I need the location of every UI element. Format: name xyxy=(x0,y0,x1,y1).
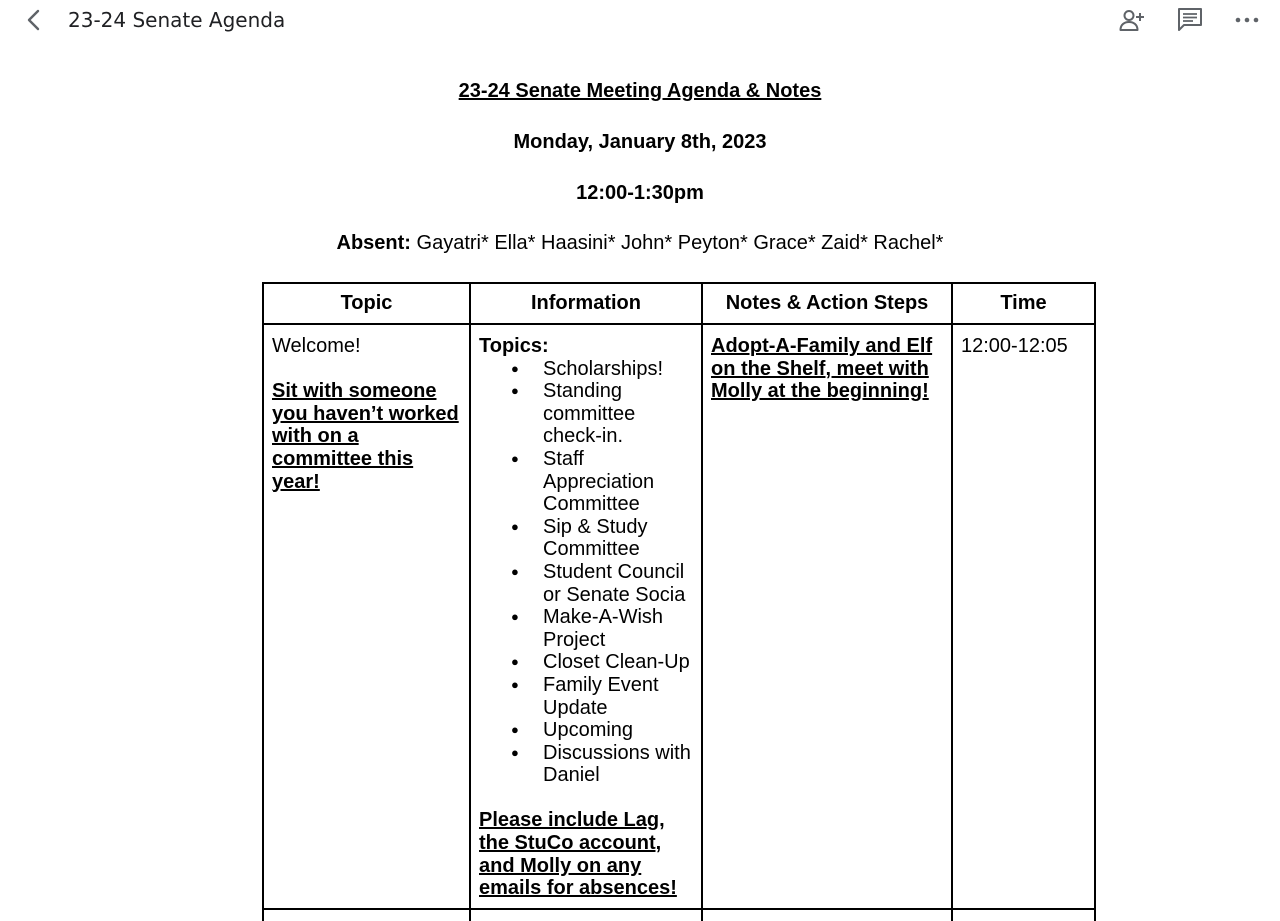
list-item: ● Scholarships! xyxy=(543,358,693,381)
topics-list xyxy=(479,358,693,787)
list-item: ● Upcoming xyxy=(543,719,693,742)
list-item: ● Family Event Update xyxy=(543,674,693,719)
header-time: Time xyxy=(952,283,1095,324)
share-button[interactable] xyxy=(1118,6,1146,34)
document-page xyxy=(0,40,1280,921)
list-item: ● Standing committee check-in. xyxy=(543,380,693,448)
more-options-button[interactable] xyxy=(1233,6,1261,34)
information-cell xyxy=(470,324,702,909)
absent-names: Gayatri* Ella* Haasini* John* Peyton* Grace* Zaid* Rachel* xyxy=(410,232,944,254)
meeting-time: 12:00-1:30pm xyxy=(576,182,704,204)
header-notes: Notes & Action Steps xyxy=(702,283,952,324)
table-row xyxy=(263,909,1095,921)
back-chevron-icon xyxy=(20,6,48,34)
meeting-date: Monday, January 8th, 2023 xyxy=(513,131,767,153)
add-person-icon xyxy=(1118,6,1146,34)
list-item: ● Sip & Study Committee xyxy=(543,516,693,561)
topic-cell xyxy=(263,909,470,921)
topic-text: Welcome! xyxy=(272,335,361,357)
header-information: Information xyxy=(470,283,702,324)
document-heading: 23-24 Senate Meeting Agenda & Notes xyxy=(458,80,822,102)
time-slot: 12:00-12:05 xyxy=(961,335,1068,357)
table-header-row xyxy=(263,283,1095,324)
time-cell xyxy=(952,324,1095,909)
more-horizontal-icon xyxy=(1233,6,1261,34)
table-row xyxy=(263,324,1095,909)
comment-icon xyxy=(1176,6,1204,34)
absence-email-note: Please include Lag, the StuCo account, and Molly on any emails for absences! xyxy=(479,809,677,900)
back-button[interactable] xyxy=(20,6,48,34)
list-item: ● Student Council or Senate Socia xyxy=(543,561,693,606)
information-cell xyxy=(470,909,702,921)
top-app-bar xyxy=(0,0,1280,40)
list-item: ● Discussions with Daniel xyxy=(543,742,693,787)
info-label: Topics: xyxy=(479,335,549,357)
time-cell xyxy=(952,909,1095,921)
action-step-note: Adopt-A-Family and Elf on the Shelf, meet with Molly at the beginning! xyxy=(711,335,933,403)
agenda-table xyxy=(262,282,1096,921)
list-item: ● Make-A-Wish Project xyxy=(543,606,693,651)
document-title: 23-24 Senate Agenda xyxy=(68,8,286,32)
topic-cell xyxy=(263,324,470,909)
notes-cell xyxy=(702,324,952,909)
topic-note: Sit with someone you haven’t worked with on a committee this year! xyxy=(272,380,459,493)
list-item: ● Closet Clean-Up xyxy=(543,651,693,674)
list-item: ● Staff Appreciation Committee xyxy=(543,448,693,516)
absent-label: Absent: xyxy=(336,232,411,254)
absent-line xyxy=(0,231,1280,255)
comment-button[interactable] xyxy=(1176,6,1204,34)
notes-cell xyxy=(702,909,952,921)
header-topic: Topic xyxy=(263,283,470,324)
